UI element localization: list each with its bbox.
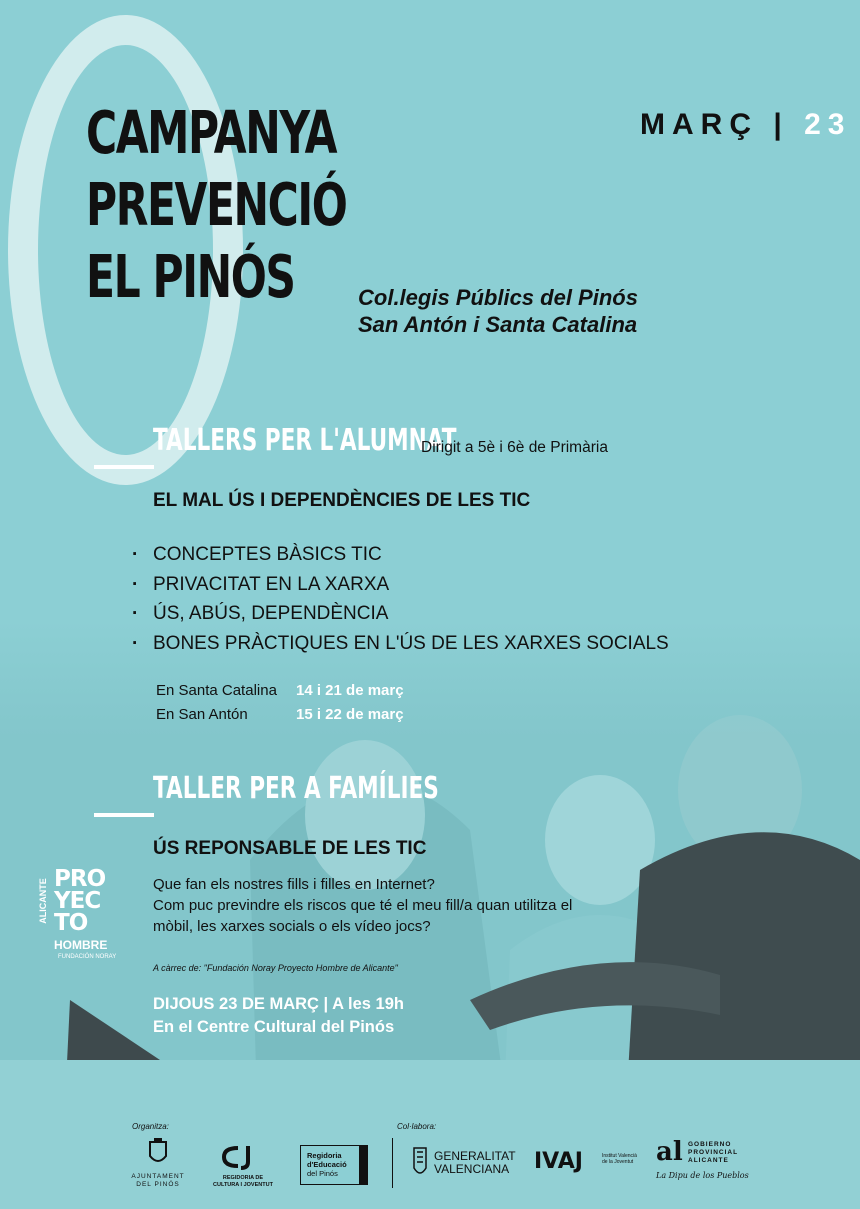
footer-divider [392, 1138, 393, 1188]
campaign-title [86, 97, 346, 313]
bullet-item: · PRIVACITAT EN LA XARXA [132, 570, 669, 600]
organitza-label: Organitza: [132, 1122, 169, 1131]
schedule-dates-1: 14 i 21 de març [296, 682, 404, 699]
schools-line-1: Col.legis Públics del Pinós [358, 285, 638, 310]
schools-line-2: San Antón i Santa Catalina [358, 312, 638, 337]
regidoria-educacio-logo: Regidoria d'Educació del Pinós [300, 1145, 368, 1185]
regidoria-cultura-logo: REGIDORIA DE CULTURA I JOVENTUT [208, 1142, 278, 1189]
ajuntament-logo: AJUNTAMENT DEL PINÓS [118, 1138, 198, 1189]
students-topic: EL MAL ÚS I DEPENDÈNCIES DE LES TIC [153, 490, 531, 511]
crest-icon [118, 1138, 198, 1168]
bullet-item: · ÚS, ABÚS, DEPENDÈNCIA [132, 599, 669, 629]
question-line: mòbil, les xarxes socials o els vídeo jocs? [153, 918, 431, 935]
question-line: Com puc previndre els riscos que té el meu fill/a quan utilitza el [153, 897, 573, 914]
students-audience: Dirigit a 5è i 6è de Primària [421, 439, 608, 456]
event-venue: En el Centre Cultural del Pinós [153, 1018, 395, 1036]
logo-hombre: HOMBRE [54, 938, 108, 952]
title-line-1: CAMPANYA [86, 98, 337, 167]
question-line: Que fan els nostres fills i filles en Internet? [153, 876, 435, 893]
families-section-title: TALLER PER A FAMÍLIES [153, 771, 439, 806]
families-topic: ÚS REPONSABLE DE LES TIC [153, 838, 427, 859]
logo-line: PRO [54, 866, 106, 892]
logo-vertical-text: ALICANTE [38, 878, 48, 924]
poster: CAMPANYA PREVENCIÓ EL PINÓS MARÇ | 23 Col.legis Públics del Pinós San Antón i Santa Catalina TALLERS PER L'ALUMNAT Dirigit a 5è i 6è de Primària EL MAL ÚS I DEPENDÈNCIES DE LES TIC · CONCEPTES BÀSICS TIC · PRIVACITAT EN LA XARXA · ÚS, ABÚS, DEPENDÈNCIA · BONES PRÀCTIQUES EN L'ÚS DE LES XARXES SOCIALS En Santa Catalina 14 i 21 de març En San Antón 15 i 22 de març TALLER PER A FAMÍLIES ÚS REPONSABLE DE LES TIC Que fan els nostres fills i filles en Internet? Com puc previndre els riscos que té el meu fill/a quan utilitza el mòbil, les xarxes socials o els vídeo jocs? A càrrec de: "Fundación Noray Proyecto Hombre de Alicante" DIJOUS 23 DE MARÇ | A les 19h En el Centre Cultural del Pinós ALICANTE PRO YEC TO HOMBRE FUNDACIÓN NORAY Organitza: Col·labora: AJUNTAMENT DEL PINÓS REGIDORIA DE CULTURA I JOVENTUT Regidoria d'Educació del Pinós GENERALITAT VALENCIANA IVAJ Institut Valencià de la Joventut al GOBIERNO PROVINCIAL ALICANTE La Dipu de los Pueblos [0, 0, 860, 1209]
bullet-item: · BONES PRÀCTIQUES EN L'ÚS DE LES XARXES SOCIALS [132, 629, 669, 659]
diputacion-tagline: La Dipu de los Pueblos [656, 1171, 749, 1180]
schedule-place-1: En Santa Catalina [156, 682, 277, 699]
logo-line: YEC [54, 888, 101, 914]
campaign-date [640, 108, 851, 142]
workshop-credit: A càrrec de: "Fundación Noray Proyecto Hombre de Alicante" [153, 963, 398, 973]
logo-line: TO [54, 910, 88, 936]
families-questions [153, 874, 572, 937]
students-section-title: TALLERS PER L'ALUMNAT [153, 423, 457, 458]
bullet-item: · CONCEPTES BÀSICS TIC [132, 540, 669, 570]
students-rule [94, 465, 154, 469]
diputacion-mark: al [656, 1137, 683, 1167]
generalitat-crest-icon [410, 1142, 430, 1182]
families-rule [94, 813, 154, 817]
event-date-time: DIJOUS 23 DE MARÇ | A les 19h [153, 995, 404, 1013]
schedule-place-2: En San Antón [156, 706, 248, 723]
cj-icon [208, 1142, 278, 1170]
diputacion-logo: al GOBIERNO PROVINCIAL ALICANTE La Dipu de los Pueblos [656, 1137, 749, 1180]
logo-foundation: FUNDACIÓN NORAY [58, 954, 117, 960]
date-year: 23 [804, 108, 852, 141]
students-bullet-list [132, 540, 669, 658]
schools [358, 284, 638, 338]
title-line-2: PREVENCIÓ [86, 170, 347, 239]
event-info [153, 993, 404, 1039]
title-line-3: EL PINÓS [86, 242, 295, 311]
col-labora-label: Col·labora: [397, 1122, 437, 1131]
schedule-dates-2: 15 i 22 de març [296, 706, 404, 723]
date-month: MARÇ | [640, 108, 789, 141]
proyecto-hombre-logo [40, 868, 132, 972]
